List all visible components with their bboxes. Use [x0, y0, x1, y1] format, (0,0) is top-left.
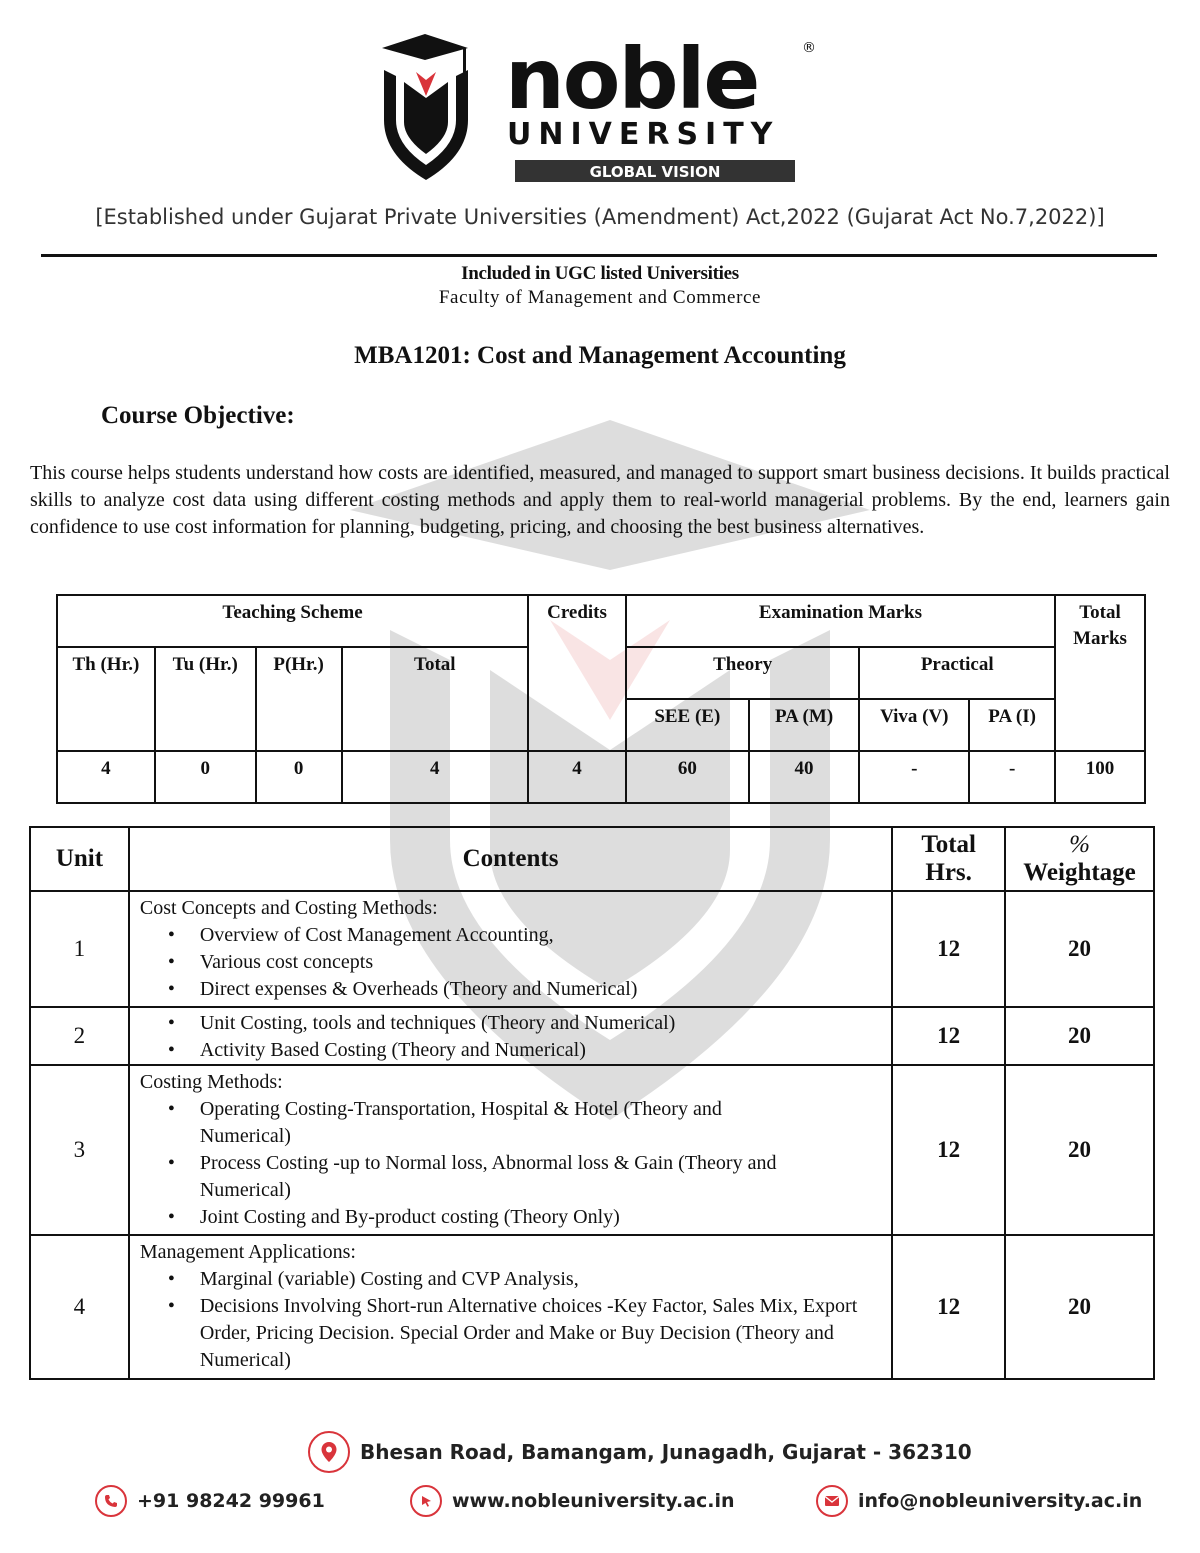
- unit-heading: Management Applications:: [139, 1241, 356, 1263]
- teaching-scheme-table: [56, 594, 1146, 804]
- ugc-line: Included in UGC listed Universities: [461, 263, 739, 284]
- envelope-icon: [816, 1485, 848, 1517]
- pa-m-value: 40: [749, 751, 860, 803]
- viva-value: -: [859, 751, 969, 803]
- weightage-label: Weightage: [1023, 859, 1136, 886]
- unit-number: 2: [30, 1007, 129, 1065]
- unit-hours: 12: [892, 1065, 1005, 1235]
- pa-i-value: -: [969, 751, 1055, 803]
- practical-header: Practical: [859, 647, 1055, 699]
- faculty-line: Faculty of Management and Commerce: [438, 287, 762, 308]
- total-marks-header: Total Marks: [1055, 595, 1145, 751]
- unit-weightage: 20: [1005, 1235, 1154, 1379]
- topic-item: • Direct expenses & Overheads (Theory and Numerical): [200, 976, 881, 1003]
- unit-heading: Cost Concepts and Costing Methods:: [139, 897, 438, 919]
- table-row: [30, 1065, 1154, 1235]
- unit-contents: [129, 1065, 892, 1235]
- topic-item: • Unit Costing, tools and techniques (Theory and Numerical): [200, 1010, 881, 1037]
- website-link[interactable]: www.nobleuniversity.ac.in: [452, 1490, 735, 1512]
- topic-item: • Marginal (variable) Costing and CVP Analysis,: [200, 1266, 881, 1293]
- units-table: [29, 826, 1155, 1380]
- unit-hours: 12: [892, 1235, 1005, 1379]
- viva-header: Viva (V): [859, 699, 969, 751]
- credits-header: Credits: [528, 595, 626, 751]
- phone-icon: [95, 1485, 127, 1517]
- teaching-total-value: 4: [342, 751, 529, 803]
- table-row: [30, 1235, 1154, 1379]
- unit-header: Unit: [30, 827, 129, 891]
- weightage-header: [1005, 827, 1154, 891]
- topic-item: • Various cost concepts: [200, 949, 881, 976]
- teaching-scheme-header: Teaching Scheme: [57, 595, 528, 647]
- header-divider: [41, 254, 1157, 257]
- table-row: [30, 1007, 1154, 1065]
- topic-item: • Joint Costing and By-product costing (Theory Only): [200, 1204, 811, 1231]
- logo-word: noble: [505, 30, 759, 128]
- course-title: MBA1201: Cost and Management Accounting: [354, 342, 846, 369]
- teaching-total-header: Total: [342, 647, 529, 751]
- th-header: Th (Hr.): [57, 647, 155, 751]
- theory-header: Theory: [626, 647, 859, 699]
- topic-item: • Process Costing -up to Normal loss, Abnormal loss & Gain (Theory and Numerical): [200, 1150, 811, 1204]
- unit-number: 3: [30, 1065, 129, 1235]
- p-header: P(Hr.): [256, 647, 342, 751]
- total-marks-value: 100: [1055, 751, 1145, 803]
- unit-number: 4: [30, 1235, 129, 1379]
- tu-header: Tu (Hr.): [155, 647, 256, 751]
- unit-weightage: 20: [1005, 1065, 1154, 1235]
- topic-item: • Decisions Involving Short-run Alternative choices -Key Factor, Sales Mix, Export Order, Pricing Decision. Special Order and Make or Buy Decision (Theory and Numerical): [200, 1293, 881, 1374]
- table-row: [30, 891, 1154, 1007]
- footer-address: [308, 1431, 972, 1473]
- topic-item: • Activity Based Costing (Theory and Numerical): [200, 1037, 881, 1064]
- contents-header: Contents: [129, 827, 892, 891]
- see-value: 60: [626, 751, 749, 803]
- unit-weightage: 20: [1005, 891, 1154, 1007]
- unit-contents: [129, 891, 892, 1007]
- objective-text: This course helps students understand how costs are identified, measured, and managed to support smart business decisions. It builds practical skills to analyze cost data using different costing methods and apply them to real-world managerial problems. By the end, learners gain confidence to use cost information for planning, budgeting, pricing, and choosing the best business alternatives.: [30, 462, 1170, 538]
- unit-contents: [129, 1235, 892, 1379]
- p-value: 0: [256, 751, 342, 803]
- see-header: SEE (E): [626, 699, 749, 751]
- hours-header: Total Hrs.: [892, 827, 1005, 891]
- weightage-symbol: %: [1069, 831, 1090, 858]
- noble-university-logo: [380, 30, 820, 190]
- pa-m-header: PA (M): [749, 699, 860, 751]
- pa-i-header: PA (I): [969, 699, 1055, 751]
- email-link[interactable]: info@nobleuniversity.ac.in: [858, 1490, 1143, 1512]
- th-value: 4: [57, 751, 155, 803]
- phone-text[interactable]: +91 98242 99961: [137, 1490, 325, 1512]
- unit-hours: 12: [892, 1007, 1005, 1065]
- unit-hours: 12: [892, 891, 1005, 1007]
- footer-email[interactable]: [816, 1485, 1142, 1517]
- cursor-click-icon: [410, 1485, 442, 1517]
- registered-mark: ®: [802, 40, 816, 56]
- logo-sub: UNIVERSITY: [507, 117, 780, 152]
- establishment-act-line: [Established under Gujarat Private Universities (Amendment) Act,2022 (Gujarat Act No.7,2022)]: [95, 205, 1105, 229]
- shield-emblem: [382, 34, 468, 180]
- topic-item: • Operating Costing-Transportation, Hospital & Hotel (Theory and Numerical): [200, 1096, 811, 1150]
- examination-marks-header: Examination Marks: [626, 595, 1055, 647]
- location-pin-icon: [308, 1431, 350, 1473]
- footer-phone[interactable]: [95, 1485, 325, 1517]
- footer-website[interactable]: [410, 1485, 735, 1517]
- tu-value: 0: [155, 751, 256, 803]
- logo-tag: GLOBAL VISION: [589, 163, 721, 181]
- unit-weightage: 20: [1005, 1007, 1154, 1065]
- unit-heading: Costing Methods:: [139, 1071, 283, 1093]
- objective-heading: Course Objective:: [101, 402, 295, 429]
- credits-value: 4: [528, 751, 626, 803]
- address-text: Bhesan Road, Bamangam, Junagadh, Gujarat - 362310: [360, 1440, 972, 1464]
- unit-contents: [129, 1007, 892, 1065]
- unit-number: 1: [30, 891, 129, 1007]
- topic-item: • Overview of Cost Management Accounting,: [200, 922, 881, 949]
